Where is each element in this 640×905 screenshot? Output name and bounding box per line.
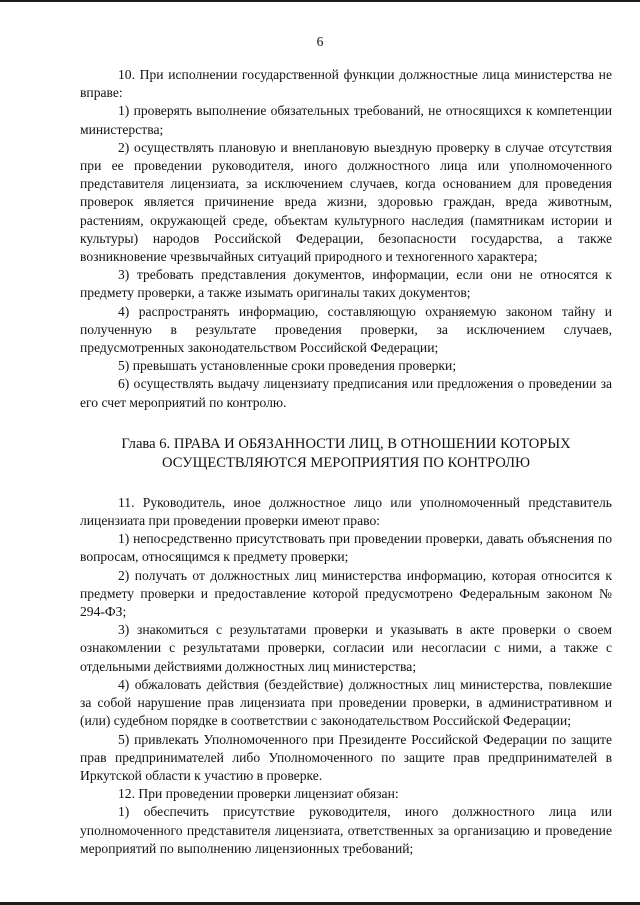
paragraph-10-item-1: 1) проверять выполнение обязательных требований, не относящихся к компетенции министерства;: [80, 103, 612, 137]
paragraph-11-item-3: 3) знакомиться с результатами проверки и указывать в акте проверки о своем ознакомлении с результатами проверки, согласии или несогласии с ними, а также с отдельными действиями должностных лиц министерства;: [80, 622, 612, 674]
paragraph-12-item-1: 1) обеспечить присутствие руководителя, иного должностного лица или уполномоченного представителя лицензиата, ответственных за организацию и проведение мероприятий по выполнению лицензионных требований;: [80, 804, 612, 856]
page-number: 6: [316, 34, 324, 49]
paragraph-10: 10. При исполнении государственной функции должностные лица министерства не вправе:: [80, 67, 612, 101]
document-body: [80, 66, 612, 858]
paragraph-10-item-5: 5) превышать установленные сроки проведения проверки;: [118, 358, 457, 374]
paragraph-11-item-1: 1) непосредственно присутствовать при проведении проверки, давать объяснения по вопросам, относящимся к предмету проверки;: [80, 531, 612, 565]
scan-top-edge: [0, 0, 640, 2]
paragraph-10-item-3: 3) требовать представления документов, информации, если они не относятся к предмету проверки, а также изымать оригиналы таких документов;: [80, 267, 612, 301]
paragraph-10-item-4: 4) распространять информацию, составляющую охраняемую законом тайну и полученную в результате проведения проверки, за исключением случаев, предусмотренных законодательством Российской Федерации;: [80, 303, 612, 356]
paragraph-11-item-2: 2) получать от должностных лиц министерства информацию, которая относится к предмету проверки и предоставление которой предусмотрено Федеральным законом № 294-ФЗ;: [80, 567, 612, 620]
paragraph-10-item-2: 2) осуществлять плановую и внеплановую выездную проверку в случае отсутствия при ее проведении руководителя, иного должностного лица или уполномоченного представителя лицензиата, за исключением случаев, когда основанием для проведения проверок является причинение вреда жизни, здоровью граждан, вреда животным, растениям, окружающей среде, объектам культурного наследия (памятникам истории и культуры) народов Российской Федерации, безопасности государства, а также возникновение чрезвычайных ситуаций природного и техногенного характера;: [80, 139, 612, 265]
paragraph-11: 11. Руководитель, иное должностное лицо или уполномоченный представитель лицензиата при проведении проверки имеют право:: [80, 494, 612, 529]
paragraph-10-item-6: 6) осуществлять выдачу лицензиату предписания или предложения о проведении за его счет мероприятий по контролю.: [80, 376, 612, 410]
paragraph-11-item-5: 5) привлекать Уполномоченного при Президенте Российской Федерации по защите прав предпринимателей либо Уполномоченного по защите прав предпринимателей в Иркутской области к участию в проверке.: [80, 731, 612, 783]
paragraph-12: 12. При проведении проверки лицензиат обязан:: [118, 786, 399, 802]
chapter-6-heading: Глава 6. ПРАВА И ОБЯЗАННОСТИ ЛИЦ, В ОТНОШЕНИИ КОТОРЫХ ОСУЩЕСТВЛЯЮТСЯ МЕРОПРИЯТИЯ ПО КОНТРОЛЮ: [121, 435, 571, 471]
paragraph-11-item-4: 4) обжаловать действия (бездействие) должностных лиц министерства, повлекшие за собой нарушение прав лицензиата при проведении проверки, в административном и (или) судебном порядке в соответствии с законодательством Российской Федерации;: [80, 676, 612, 729]
